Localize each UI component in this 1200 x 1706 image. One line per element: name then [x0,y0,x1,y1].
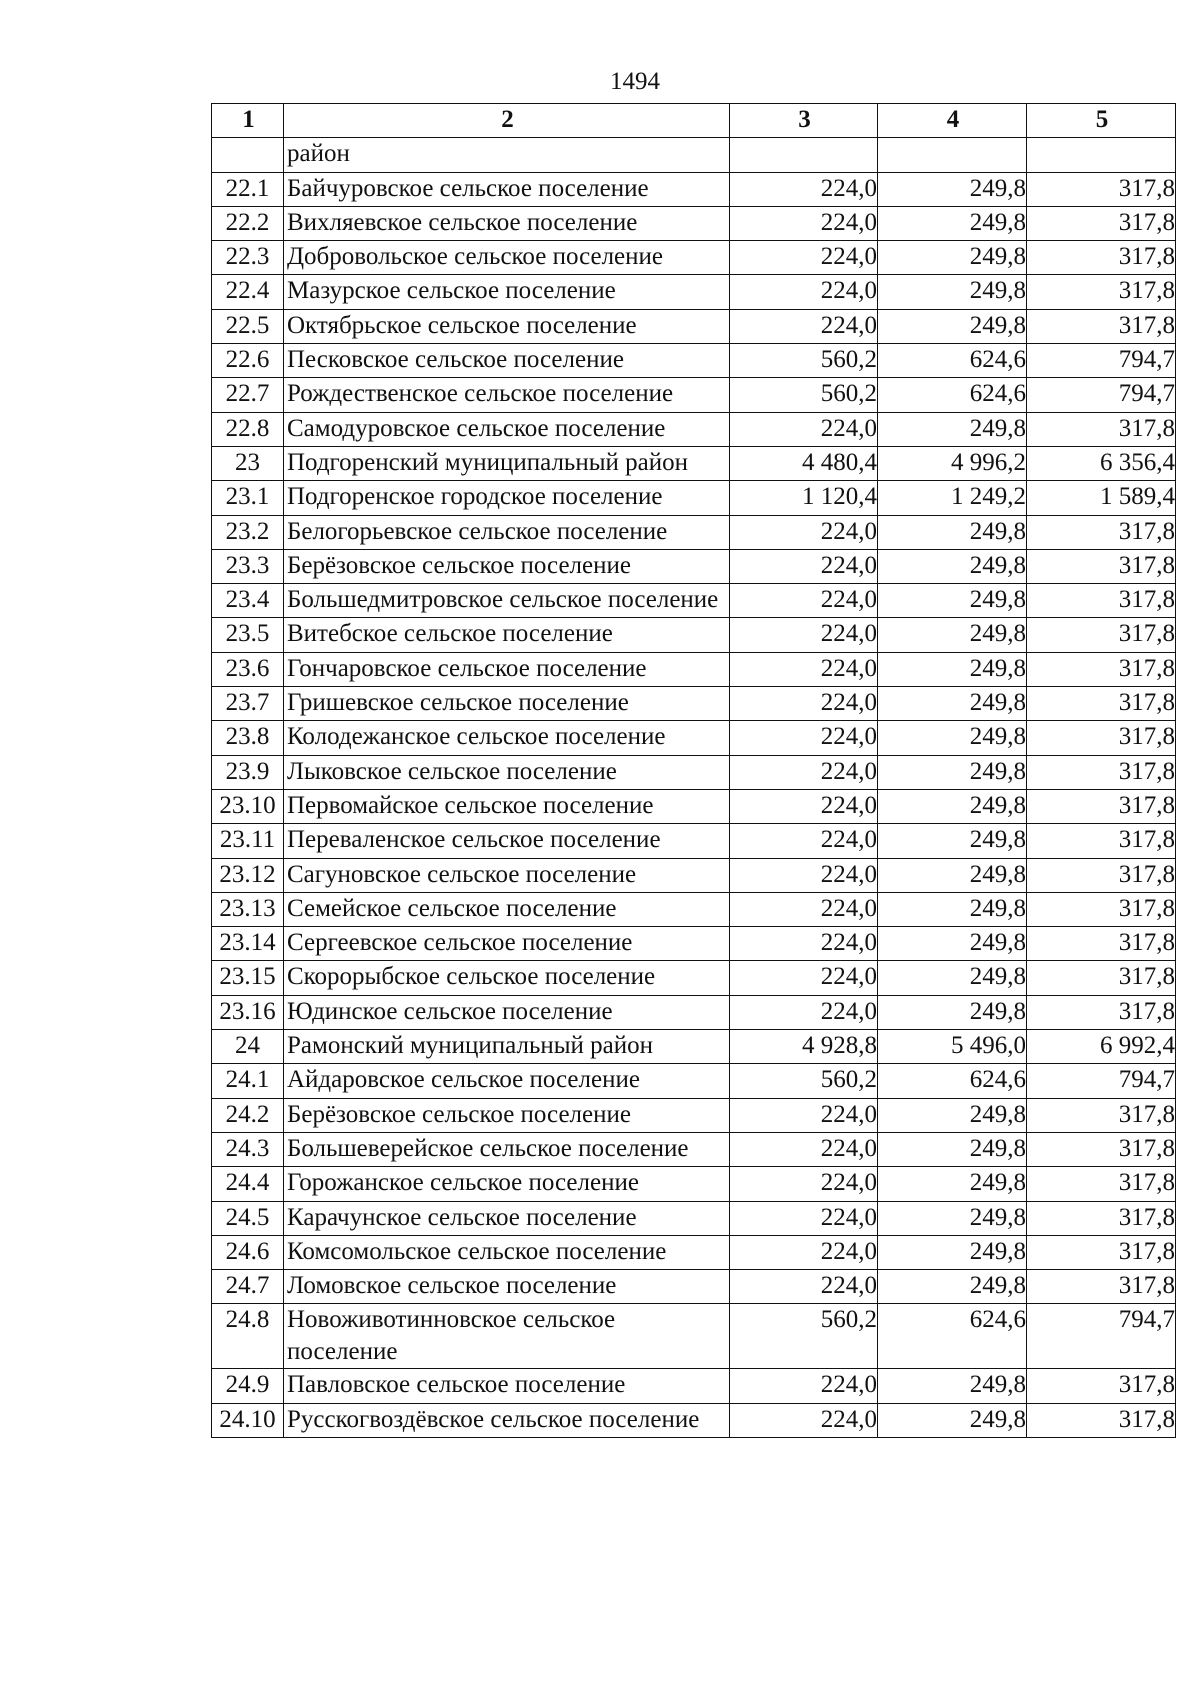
settlement-name: Павловское сельское поселение [284,1369,730,1403]
value-col-5: 317,8 [1027,549,1176,583]
table-row [212,1132,1176,1166]
value-col-3: 224,0 [730,206,878,240]
row-number: 23.15 [212,961,284,995]
value-col-3: 560,2 [730,344,878,378]
table-row [212,241,1176,275]
value-col-5: 317,8 [1027,824,1176,858]
row-number: 24 [212,1030,284,1064]
value-col-4: 249,8 [878,275,1027,309]
value-col-5: 317,8 [1027,892,1176,926]
row-number: 22.2 [212,206,284,240]
value-col-4 [878,138,1027,172]
settlement-name: Переваленское сельское поселение [284,824,730,858]
settlement-name: Колодежанское сельское поселение [284,721,730,755]
value-col-4: 249,8 [878,584,1027,618]
settlement-name: Лыковское сельское поселение [284,755,730,789]
table-row [212,1030,1176,1064]
row-number: 22.7 [212,378,284,412]
value-col-3: 224,0 [730,618,878,652]
settlement-name: Сагуновское сельское поселение [284,858,730,892]
value-col-5 [1027,138,1176,172]
value-col-4: 624,6 [878,1064,1027,1098]
value-col-4: 249,8 [878,687,1027,721]
value-col-4: 249,8 [878,206,1027,240]
value-col-5: 794,7 [1027,378,1176,412]
table-row [212,961,1176,995]
value-col-4: 249,8 [878,241,1027,275]
header-row [212,104,1176,138]
value-col-4: 249,8 [878,927,1027,961]
table-row [212,927,1176,961]
value-col-3: 224,0 [730,1167,878,1201]
table-row [212,138,1176,172]
value-col-5: 317,8 [1027,1201,1176,1235]
value-col-3: 224,0 [730,584,878,618]
value-col-3: 224,0 [730,412,878,446]
budget-table [211,103,1176,1438]
table-row [212,378,1176,412]
row-number: 22.4 [212,275,284,309]
value-col-5: 317,8 [1027,927,1176,961]
value-col-3: 224,0 [730,892,878,926]
row-number: 23 [212,446,284,480]
table-row [212,309,1176,343]
settlement-name: Айдаровское сельское поселение [284,1064,730,1098]
value-col-5: 794,7 [1027,344,1176,378]
value-col-4: 249,8 [878,961,1027,995]
value-col-3: 224,0 [730,309,878,343]
value-col-4: 249,8 [878,789,1027,823]
settlement-name: Русскогвоздёвское сельское поселение [284,1403,730,1437]
value-col-3: 224,0 [730,549,878,583]
value-col-4: 624,6 [878,378,1027,412]
settlement-name: Байчуровское сельское поселение [284,172,730,206]
table-row [212,206,1176,240]
value-col-3: 1 120,4 [730,481,878,515]
value-col-4: 249,8 [878,1369,1027,1403]
value-col-4: 249,8 [878,1270,1027,1304]
header-col-4: 4 [878,104,1027,138]
settlement-name: Новоживотинновское сельское поселение [284,1304,730,1369]
row-number: 24.2 [212,1098,284,1132]
page-number: 1494 [610,68,660,95]
row-number [212,138,284,172]
settlement-name: Сергеевское сельское поселение [284,927,730,961]
value-col-5: 317,8 [1027,652,1176,686]
table-row [212,515,1176,549]
value-col-4: 249,8 [878,1098,1027,1132]
value-col-5: 794,7 [1027,1064,1176,1098]
value-col-3: 224,0 [730,1132,878,1166]
value-col-5: 6 356,4 [1027,446,1176,480]
table-header [212,104,1176,138]
value-col-5: 317,8 [1027,618,1176,652]
row-number: 23.16 [212,995,284,1029]
value-col-5: 317,8 [1027,1167,1176,1201]
row-number: 24.5 [212,1201,284,1235]
value-col-4: 249,8 [878,824,1027,858]
value-col-5: 1 589,4 [1027,481,1176,515]
value-col-4: 249,8 [878,515,1027,549]
row-number: 23.9 [212,755,284,789]
row-number: 23.8 [212,721,284,755]
row-number: 22.5 [212,309,284,343]
row-number: 22.1 [212,172,284,206]
value-col-3: 224,0 [730,858,878,892]
row-number: 23.14 [212,927,284,961]
value-col-5: 317,8 [1027,687,1176,721]
table-row [212,1403,1176,1437]
table-row [212,549,1176,583]
settlement-name: Добровольское сельское поселение [284,241,730,275]
value-col-3: 224,0 [730,1369,878,1403]
value-col-4: 4 996,2 [878,446,1027,480]
value-col-5: 317,8 [1027,515,1176,549]
value-col-5: 317,8 [1027,1132,1176,1166]
value-col-3: 224,0 [730,275,878,309]
table-row [212,858,1176,892]
row-number: 24.10 [212,1403,284,1437]
row-number: 23.2 [212,515,284,549]
value-col-4: 249,8 [878,1167,1027,1201]
value-col-4: 624,6 [878,344,1027,378]
row-number: 24.9 [212,1369,284,1403]
value-col-4: 249,8 [878,1201,1027,1235]
value-col-5: 317,8 [1027,995,1176,1029]
row-number: 23.5 [212,618,284,652]
settlement-name: район [284,138,730,172]
value-col-5: 317,8 [1027,1369,1176,1403]
table-row [212,584,1176,618]
value-col-3: 224,0 [730,1403,878,1437]
value-col-4: 249,8 [878,755,1027,789]
settlement-name: Берёзовское сельское поселение [284,549,730,583]
value-col-3: 4 480,4 [730,446,878,480]
table-row [212,1064,1176,1098]
table-row [212,412,1176,446]
value-col-4: 249,8 [878,721,1027,755]
value-col-3: 224,0 [730,789,878,823]
value-col-5: 317,8 [1027,1270,1176,1304]
value-col-3: 224,0 [730,824,878,858]
settlement-name: Белогорьевское сельское поселение [284,515,730,549]
value-col-3: 560,2 [730,378,878,412]
row-number: 23.10 [212,789,284,823]
table-row [212,1098,1176,1132]
settlement-name: Большедмитровское сельское поселение [284,584,730,618]
value-col-4: 249,8 [878,309,1027,343]
value-col-4: 624,6 [878,1304,1027,1369]
settlement-name: Октябрьское сельское поселение [284,309,730,343]
row-number: 23.11 [212,824,284,858]
row-number: 24.1 [212,1064,284,1098]
value-col-3: 224,0 [730,241,878,275]
settlement-name: Песковское сельское поселение [284,344,730,378]
value-col-3: 224,0 [730,1098,878,1132]
row-number: 23.12 [212,858,284,892]
table-row [212,481,1176,515]
row-number: 23.1 [212,481,284,515]
table-row [212,1235,1176,1269]
settlement-name: Рамонский муниципальный район [284,1030,730,1064]
settlement-name: Первомайское сельское поселение [284,789,730,823]
row-number: 24.8 [212,1304,284,1369]
value-col-3: 224,0 [730,172,878,206]
value-col-5: 317,8 [1027,721,1176,755]
settlement-name: Ломовское сельское поселение [284,1270,730,1304]
settlement-name: Мазурское сельское поселение [284,275,730,309]
value-col-3: 224,0 [730,995,878,1029]
value-col-5: 317,8 [1027,172,1176,206]
value-col-4: 249,8 [878,652,1027,686]
table-row [212,618,1176,652]
settlement-name: Самодуровское сельское поселение [284,412,730,446]
table-row [212,275,1176,309]
value-col-3: 224,0 [730,687,878,721]
value-col-4: 5 496,0 [878,1030,1027,1064]
table-row [212,995,1176,1029]
header-col-2: 2 [284,104,730,138]
table-row [212,892,1176,926]
settlement-name: Гришевское сельское поселение [284,687,730,721]
value-col-3: 224,0 [730,1270,878,1304]
value-col-4: 249,8 [878,618,1027,652]
header-col-3: 3 [730,104,878,138]
row-number: 22.3 [212,241,284,275]
value-col-4: 249,8 [878,412,1027,446]
row-number: 23.4 [212,584,284,618]
settlement-name: Вихляевское сельское поселение [284,206,730,240]
value-col-4: 249,8 [878,172,1027,206]
table-row [212,172,1176,206]
value-col-5: 794,7 [1027,1304,1176,1369]
settlement-name: Горожанское сельское поселение [284,1167,730,1201]
value-col-5: 317,8 [1027,412,1176,446]
value-col-3: 224,0 [730,755,878,789]
row-number: 24.3 [212,1132,284,1166]
table-row [212,1201,1176,1235]
header-col-1: 1 [212,104,284,138]
value-col-4: 1 249,2 [878,481,1027,515]
value-col-5: 317,8 [1027,584,1176,618]
settlement-name: Юдинское сельское поселение [284,995,730,1029]
value-col-5: 317,8 [1027,206,1176,240]
table-row [212,1167,1176,1201]
value-col-5: 317,8 [1027,275,1176,309]
settlement-name: Гончаровское сельское поселение [284,652,730,686]
value-col-3: 224,0 [730,1201,878,1235]
row-number: 24.4 [212,1167,284,1201]
value-col-5: 317,8 [1027,1098,1176,1132]
row-number: 22.8 [212,412,284,446]
value-col-3 [730,138,878,172]
settlement-name: Рождественское сельское поселение [284,378,730,412]
value-col-4: 249,8 [878,1235,1027,1269]
table-row [212,344,1176,378]
value-col-3: 4 928,8 [730,1030,878,1064]
value-col-4: 249,8 [878,995,1027,1029]
header-col-5: 5 [1027,104,1176,138]
value-col-5: 317,8 [1027,241,1176,275]
value-col-4: 249,8 [878,858,1027,892]
settlement-name: Берёзовское сельское поселение [284,1098,730,1132]
table-row [212,1270,1176,1304]
table-row [212,446,1176,480]
table-row [212,1369,1176,1403]
value-col-3: 560,2 [730,1304,878,1369]
table-body [212,138,1176,1438]
row-number: 23.7 [212,687,284,721]
value-col-3: 560,2 [730,1064,878,1098]
table-row [212,755,1176,789]
value-col-5: 317,8 [1027,961,1176,995]
row-number: 23.6 [212,652,284,686]
settlement-name: Подгоренское городское поселение [284,481,730,515]
value-col-5: 317,8 [1027,1403,1176,1437]
settlement-name: Большеверейское сельское поселение [284,1132,730,1166]
table-row [212,1304,1176,1369]
table-row [212,721,1176,755]
row-number: 24.6 [212,1235,284,1269]
value-col-4: 249,8 [878,892,1027,926]
value-col-3: 224,0 [730,927,878,961]
value-col-3: 224,0 [730,961,878,995]
settlement-name: Скорорыбское сельское поселение [284,961,730,995]
value-col-3: 224,0 [730,515,878,549]
settlement-name: Комсомольское сельское поселение [284,1235,730,1269]
value-col-4: 249,8 [878,1403,1027,1437]
settlement-name: Семейское сельское поселение [284,892,730,926]
value-col-4: 249,8 [878,1132,1027,1166]
value-col-5: 317,8 [1027,309,1176,343]
value-col-5: 317,8 [1027,789,1176,823]
table-row [212,687,1176,721]
table-row [212,652,1176,686]
row-number: 23.13 [212,892,284,926]
value-col-5: 6 992,4 [1027,1030,1176,1064]
value-col-5: 317,8 [1027,858,1176,892]
row-number: 23.3 [212,549,284,583]
table-row [212,824,1176,858]
value-col-4: 249,8 [878,549,1027,583]
row-number: 24.7 [212,1270,284,1304]
value-col-3: 224,0 [730,652,878,686]
row-number: 22.6 [212,344,284,378]
settlement-name: Карачунское сельское поселение [284,1201,730,1235]
table-row [212,789,1176,823]
settlement-name: Подгоренский муниципальный район [284,446,730,480]
value-col-3: 224,0 [730,721,878,755]
value-col-3: 224,0 [730,1235,878,1269]
value-col-5: 317,8 [1027,1235,1176,1269]
value-col-5: 317,8 [1027,755,1176,789]
settlement-name: Витебское сельское поселение [284,618,730,652]
